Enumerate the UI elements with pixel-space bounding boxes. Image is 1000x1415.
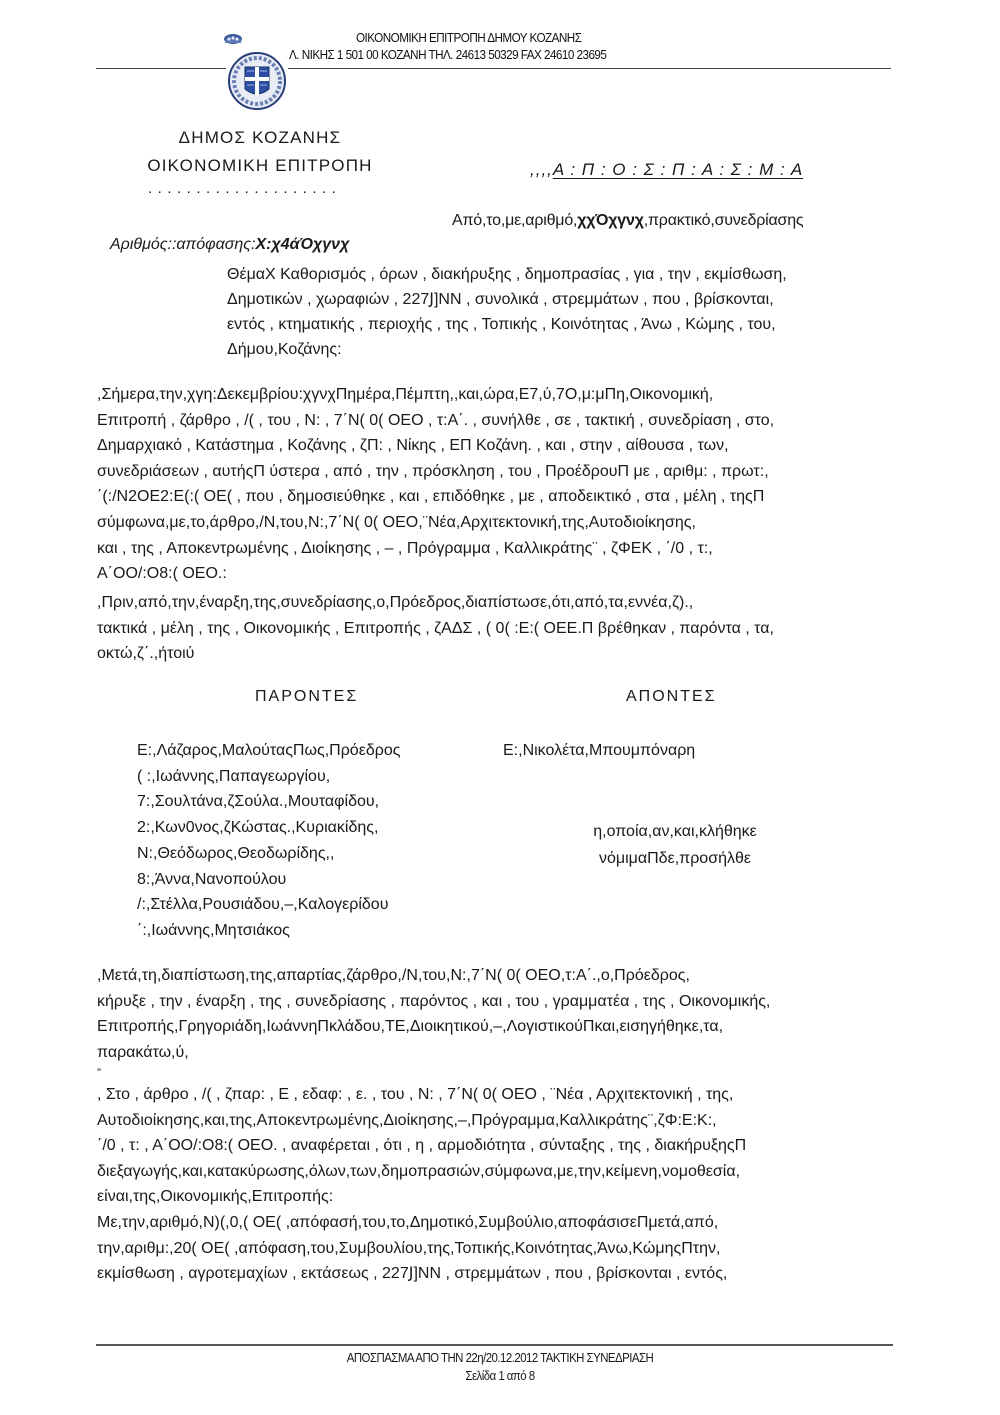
paragraph-line: συνεδριάσεων , αυτήςΠ ύστερα , από , την , πρόσκληση , του , ΠροέδρουΠ με , αριθμ: , πρωτ:, bbox=[97, 462, 769, 480]
paragraph-line: Με,την,αριθμό,Ν)(,0,( ΟΕ( ,απόφασή,του,το,Δημοτικό,Συμβούλιο,αποφάσισεΠμετά,από, bbox=[97, 1214, 719, 1231]
subject-line: εντός , κτηματικής , περιοχής , της , Τοπικής , Κοινότητας , Άνω , Κώμης , του, bbox=[227, 316, 776, 333]
letterhead-divider-right bbox=[288, 68, 891, 69]
page-number: Σελίδα 1 από 8 bbox=[465, 1368, 535, 1383]
paragraph-line: Δημαρχιακό , Κατάστημα , Κοζάνης , ζΠ: , Νίκης , ΕΠ Κοζάνη. , και , στην , αίθουσα , των, bbox=[97, 437, 729, 455]
paragraph-line: ,Πριν,από,την,έναρξη,της,συνεδρίασης,ο,Πρόεδρος,διαπίστωσε,ότι,από,τα,εννέα,ζ)., bbox=[97, 594, 694, 611]
absent-heading: ΑΠΟΝΤΕΣ bbox=[626, 688, 717, 705]
decision-number bbox=[110, 236, 349, 254]
footer-title: ΑΠΟΣΠΑΣΜΑ ΑΠΟ ΤΗΝ 22η/20.12.2012 ΤΑΚΤΙΚΗ ΣΥΝΕΔΡΙΑΣΗ bbox=[346, 1350, 654, 1365]
paragraph-line: παρακάτω,ύ, bbox=[97, 1043, 189, 1061]
subject-line: ΘέμαΧ Καθορισμός , όρων , διακήρυξης , δημοπρασίας , για , την , εκμίσθωση, bbox=[227, 266, 787, 283]
paragraph-line: Αυτοδιοίκησης,και,της,Αποκεντρωμένης,Διοίκησης,–,Πρόγραμμα,Καλλικράτης¨,ζΦ:Ε:Κ:, bbox=[97, 1111, 717, 1129]
minutes-number: χχΌχγνχ bbox=[577, 212, 644, 229]
minutes-reference bbox=[452, 212, 803, 230]
present-member: 2:,Κων0νος,ζΚώστας.,Κυριακίδης, bbox=[137, 819, 379, 837]
paragraph-council-decision bbox=[97, 1210, 907, 1287]
letterhead-divider-left bbox=[96, 68, 226, 69]
footer-divider bbox=[96, 1344, 893, 1346]
paragraph-line: Επιτροπή , ζάρθρο , /( , του , Ν: , 7΄Ν( 0( ΟΕΟ , τ:Α΄. , συνήλθε , σε , τακτική , συνεδρίαση , στο, bbox=[97, 411, 775, 429]
paragraph-line: τακτικά , μέλη , της , Οικονομικής , Επιτροπής , ζΑΔΣ , ( 0( :Ε:( ΟΕΕ.Π βρέθηκαν , παρόντα , τα, bbox=[97, 619, 774, 637]
minutes-ref-prefix: Από,το,με,αριθμό, bbox=[452, 212, 578, 229]
paragraph-line: Α΄ΟΟ/:Ο8:( ΟΕΟ.: bbox=[97, 565, 227, 583]
paragraph-line: ΄/0 , τ: , Α΄ΟΟ/:Ο8:( ΟΕΟ. , αναφέρεται , ότι , η , αρμοδιότητα , σύνταξης , της , διακήρυξηςΠ bbox=[97, 1137, 747, 1155]
minutes-ref-suffix: ,πρακτικό,συνεδρίασης bbox=[643, 212, 804, 229]
paragraph-line: Επιτροπής,Γρηγοριάδη,ΙωάννηΠκλάδου,ΤΕ,Διοικητικού,–,ΛογιστικούΠκαι,εισηγήθηκε,τα, bbox=[97, 1018, 724, 1036]
letterhead-title: ΟΙΚΟΝΟΜΙΚΗ ΕΠΙΤΡΟΠΗ ΔΗΜΟΥ ΚΟΖΑΝΗΣ bbox=[356, 30, 582, 45]
paragraph-quorum bbox=[97, 590, 907, 667]
paragraph-line: ,Μετά,τη,διαπίστωση,της,απαρτίας,ζάρθρο,/Ν,του,Ν:,7΄Ν( 0( ΟΕΟ,τ:Α΄.,ο,Πρόεδρος, bbox=[97, 967, 690, 984]
paragraph-line: σύμφωνα,με,το,άρθρο,/Ν,του,Ν:,7΄Ν( 0( ΟΕΟ,¨Νέα,Αρχιτεκτονική,της,Αυτοδιοίκησης, bbox=[97, 513, 696, 531]
quote-mark: ” bbox=[97, 1066, 101, 1080]
paragraph-line: εκμίσθωση , αγροτεμαχίων , εκτάσεως , 227Ϳ]ΝΝ , στρεμμάτων , που , βρίσκονται , εντός, bbox=[97, 1265, 728, 1283]
paragraph-line: ,Σήμερα,την,χγη:Δεκεμβρίου:χγνχΠημέρα,Πέμπτη,,και,ώρα,Ε7,ύ,7Ο,μ:μΠη,Οικονομική, bbox=[97, 386, 714, 403]
subject-block bbox=[227, 262, 907, 362]
present-member: ( :,Ιωάννης,Παπαγεωργίου, bbox=[137, 767, 331, 785]
absent-note-line: νόμιμαΠδε,προσήλθε bbox=[598, 850, 752, 867]
crown-icon bbox=[224, 34, 242, 44]
present-member: ΄:,Ιωάννης,Μητσιάκος bbox=[137, 921, 290, 939]
present-member: Ε:,Λάζαρος,ΜαλούταςΠως,Πρόεδρος bbox=[137, 742, 401, 759]
dotted-separator: .................... bbox=[148, 180, 342, 197]
committee-name: ΟΙΚΟΝΟΜΙΚΗ ΕΠΙΤΡΟΠΗ bbox=[147, 156, 373, 175]
extract-title-text: Α : Π : Ο : Σ : Π : Α : Σ : Μ : Α bbox=[552, 160, 804, 179]
paragraph-line: κήρυξε , την , έναρξη , της , συνεδρίασης , παρόντος , και , του , γραμματέα , της , Οικονομικής, bbox=[97, 992, 771, 1010]
paragraph-meeting-intro bbox=[97, 382, 907, 587]
subject-line: Δήμου,Κοζάνης: bbox=[227, 341, 342, 358]
issuer-block bbox=[110, 124, 410, 180]
paragraph-line: ΄(:/Ν2ΟΕ2:Ε(:( ΟΕ( , που , δημοσιεύθηκε , και , επιδόθηκε , με , αποδεικτικό , στα , μέλη , τηςΠ bbox=[97, 488, 765, 506]
present-members-list bbox=[137, 738, 400, 944]
present-member: 7:,Σουλτάνα,ζΣούλα.,Μουταφίδου, bbox=[137, 793, 380, 811]
municipality-name: ΔΗΜΟΣ ΚΟΖΑΝΗΣ bbox=[178, 128, 342, 147]
absent-members-list bbox=[503, 738, 695, 764]
extract-title-prefix: ,,,, bbox=[530, 160, 553, 179]
letterhead-address: Λ. ΝΙΚΗΣ 1 501 00 ΚΟΖΑΝΗ ΤΗΛ. 24613 50329 FAX 24610 23695 bbox=[289, 47, 607, 62]
present-member: Ν:,Θεόδωρος,Θεοδωρίδης,, bbox=[137, 844, 335, 862]
paragraph-line: διεξαγωγής,και,κατακύρωσης,όλων,των,δημοπρασιών,σύμφωνα,με,την,κείμενη,νομοθεσία, bbox=[97, 1162, 741, 1180]
paragraph-session-opening bbox=[97, 963, 907, 1065]
absent-note bbox=[560, 818, 790, 872]
paragraph-legal-basis bbox=[97, 1082, 907, 1210]
page-footer bbox=[290, 1349, 710, 1385]
present-member: 8:,Άννα,Νανοπούλου bbox=[137, 870, 287, 888]
present-member: /:,Στέλλα,Ρουσιάδου,–,Καλογερίδου bbox=[137, 896, 389, 914]
paragraph-line: την,αριθμ:,20( ΟΕ( ,απόφαση,του,Συμβουλίου,της,Τοπικής,Κοινότητας,Άνω,ΚώμηςΠτην, bbox=[97, 1239, 721, 1257]
present-heading: ΠΑΡΟΝΤΕΣ bbox=[255, 688, 359, 705]
paragraph-line: οκτώ,ζ΄.,ήτοιύ bbox=[97, 645, 195, 663]
decision-label: Αριθμός::απόφασης: bbox=[110, 236, 256, 253]
decision-number-value: Χ:χ4άΌχγνχ bbox=[255, 236, 350, 253]
paragraph-line: , Στο , άρθρο , /( , ζπαρ: , Ε , εδαφ: , ε. , του , Ν: , 7΄Ν( 0( ΟΕΟ , ¨Νέα , Αρχιτεκτονική , της, bbox=[97, 1086, 734, 1103]
absent-member: Ε:,Νικολέτα,Μπουμπόναρη bbox=[503, 742, 696, 759]
extract-title bbox=[530, 160, 803, 180]
greek-coat-of-arms-icon bbox=[219, 31, 291, 111]
subject-line: Δημοτικών , χωραφιών , 227Ϳ]ΝΝ , συνολικά , στρεμμάτων , που , βρίσκονται, bbox=[227, 291, 774, 308]
paragraph-line: και , της , Αποκεντρωμένης , Διοίκησης , – , Πρόγραμμα , Καλλικράτης¨ , ζΦΕΚ , ΄/0 , τ:, bbox=[97, 539, 713, 557]
absent-note-line: η,οποία,αν,και,κλήθηκε bbox=[593, 823, 757, 840]
paragraph-line: είναι,της,Οικονομικής,Επιτροπής: bbox=[97, 1188, 334, 1206]
